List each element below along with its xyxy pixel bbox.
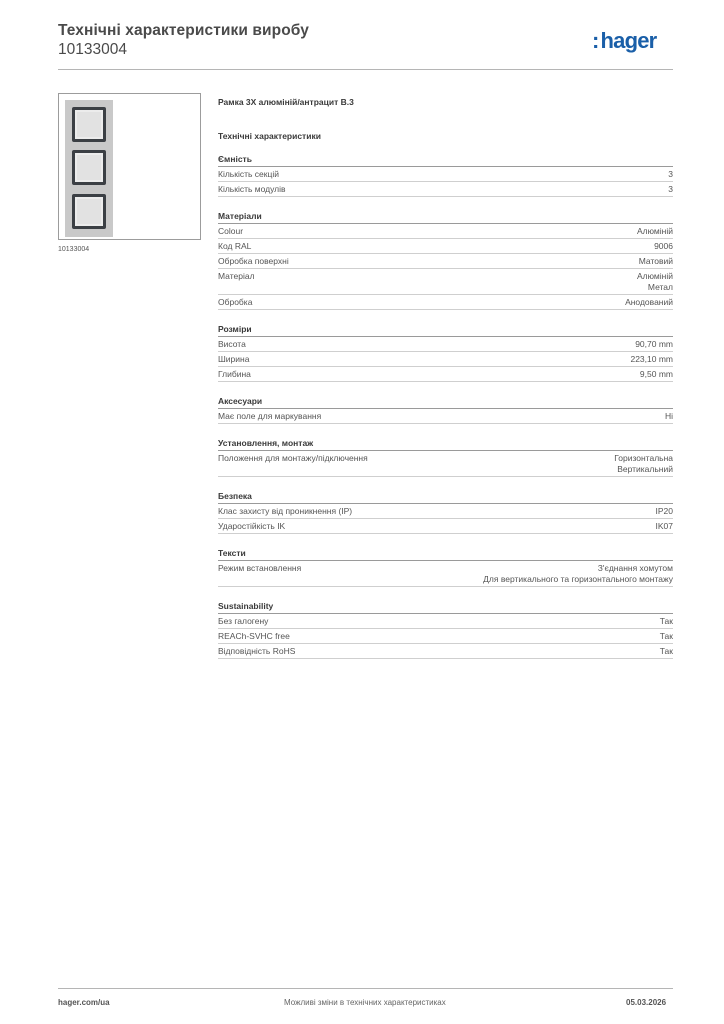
spec-row <box>218 409 673 424</box>
group-spacer <box>218 587 673 597</box>
spec-label: Ударостійкість IK <box>218 521 286 531</box>
spec-value-line: 3 <box>668 169 673 179</box>
frame-illustration <box>65 100 113 237</box>
spec-group <box>218 597 673 659</box>
spec-row <box>218 644 673 659</box>
spec-row <box>218 352 673 367</box>
spec-row <box>218 367 673 382</box>
spec-value-line: Ні <box>664 411 673 421</box>
product-image <box>58 93 201 240</box>
spec-value-line: Так <box>659 646 673 656</box>
spec-row <box>218 239 673 254</box>
spec-value <box>483 563 673 585</box>
spec-group <box>218 487 673 534</box>
spec-label: Ширина <box>218 354 250 364</box>
spec-row <box>218 254 673 269</box>
spec-row <box>218 451 673 477</box>
spec-value <box>639 256 673 267</box>
spec-row <box>218 519 673 534</box>
spec-group <box>218 207 673 310</box>
spec-group <box>218 320 673 382</box>
spec-value <box>660 616 673 627</box>
logo-text: hager <box>600 28 657 53</box>
spec-label: Кількість секцій <box>218 169 279 179</box>
frame-slot <box>72 107 106 142</box>
spec-label: Colour <box>218 226 244 236</box>
spec-value <box>660 646 673 657</box>
group-spacer <box>218 424 673 434</box>
hager-logo: :hager <box>592 28 657 53</box>
spec-value <box>640 369 673 380</box>
spec-value-line: Для вертикального та горизонтального монтажу <box>483 574 673 584</box>
spec-row <box>218 629 673 644</box>
spec-group <box>218 544 673 587</box>
spec-value-line: З'єднання хомутом <box>597 563 673 573</box>
product-name: Рамка 3Х алюміній/антрацит В.3 <box>218 97 354 107</box>
spec-row <box>218 614 673 629</box>
spec-value <box>614 453 673 475</box>
frame-slot <box>72 150 106 185</box>
spec-value <box>656 521 674 532</box>
group-spacer <box>218 310 673 320</box>
spec-value-line: 9006 <box>654 241 673 251</box>
spec-value <box>668 169 673 180</box>
spec-value-line: Алюміній <box>637 226 673 236</box>
spec-label: Положення для монтажу/підключення <box>218 453 368 463</box>
spec-group-title: Матеріали <box>218 207 673 224</box>
document-code: 10133004 <box>58 41 127 58</box>
spec-row <box>218 295 673 310</box>
spec-value <box>668 184 673 195</box>
spec-value-line: Алюміній <box>637 271 673 281</box>
group-spacer <box>218 197 673 207</box>
spec-group <box>218 392 673 424</box>
spec-value-line: Так <box>659 631 673 641</box>
spec-label: Кількість модулів <box>218 184 286 194</box>
spec-value-line: Горизонтальна <box>614 453 673 463</box>
spec-row <box>218 167 673 182</box>
footer-note: Можливі зміни в технічних характеристиках <box>284 998 446 1007</box>
spec-value-line: IP20 <box>655 506 673 516</box>
spec-row <box>218 269 673 295</box>
header-divider <box>58 69 673 70</box>
spec-value-line: 223,10 mm <box>630 354 673 364</box>
spec-value-line: 3 <box>668 184 673 194</box>
footer-date: 05.03.2026 <box>626 998 667 1007</box>
spec-value <box>637 271 673 293</box>
spec-label: Клас захисту від проникнення (IP) <box>218 506 353 516</box>
image-caption: 10133004 <box>58 246 90 253</box>
spec-label: Матеріал <box>218 271 255 281</box>
spec-value-line: Так <box>659 616 673 626</box>
group-spacer <box>218 534 673 544</box>
spec-row <box>218 504 673 519</box>
spec-group <box>218 434 673 477</box>
spec-value <box>665 411 673 422</box>
spec-value <box>637 226 673 237</box>
spec-group-title: Тексти <box>218 544 673 561</box>
spec-row <box>218 561 673 587</box>
spec-value-line: 9,50 mm <box>639 369 673 379</box>
spec-row <box>218 224 673 239</box>
spec-value <box>656 506 674 517</box>
group-spacer <box>218 382 673 392</box>
group-spacer <box>218 477 673 487</box>
spec-label: Обробка <box>218 297 253 307</box>
spec-label: Режим встановлення <box>218 563 302 573</box>
frame-slot <box>72 194 106 229</box>
spec-group-title: Аксесуари <box>218 392 673 409</box>
spec-label: Без галогену <box>218 616 269 626</box>
spec-row <box>218 337 673 352</box>
specs-section-title: Технічні характеристики <box>218 131 321 141</box>
spec-label: Код RAL <box>218 241 252 251</box>
footer-website[interactable]: hager.com/ua <box>58 998 110 1007</box>
spec-value <box>660 631 673 642</box>
spec-value <box>635 339 673 350</box>
spec-label: Глибина <box>218 369 251 379</box>
spec-group-title: Ємність <box>218 150 673 167</box>
footer-divider <box>58 988 673 989</box>
spec-value-line: Матовий <box>638 256 673 266</box>
spec-label: Обробка поверхні <box>218 256 289 266</box>
spec-value <box>654 241 673 252</box>
spec-group <box>218 150 673 197</box>
spec-row <box>218 182 673 197</box>
document-title: Технічні характеристики виробу <box>58 22 309 39</box>
spec-label: REACh-SVHC free <box>218 631 290 641</box>
spec-value-line: 90,70 mm <box>635 339 673 349</box>
spec-label: Відповідність RoHS <box>218 646 296 656</box>
spec-group-title: Установлення, монтаж <box>218 434 673 451</box>
spec-value-line: Вертикальний <box>617 464 673 474</box>
spec-table <box>218 150 673 659</box>
spec-label: Висота <box>218 339 246 349</box>
spec-group-title: Безпека <box>218 487 673 504</box>
spec-value <box>630 354 673 365</box>
spec-value-line: IK07 <box>655 521 673 531</box>
spec-value-line: Метал <box>647 282 673 292</box>
spec-group-title: Sustainability <box>218 597 673 614</box>
spec-label: Має поле для маркування <box>218 411 322 421</box>
spec-value <box>625 297 673 308</box>
spec-group-title: Розміри <box>218 320 673 337</box>
spec-value-line: Анодований <box>625 297 673 307</box>
